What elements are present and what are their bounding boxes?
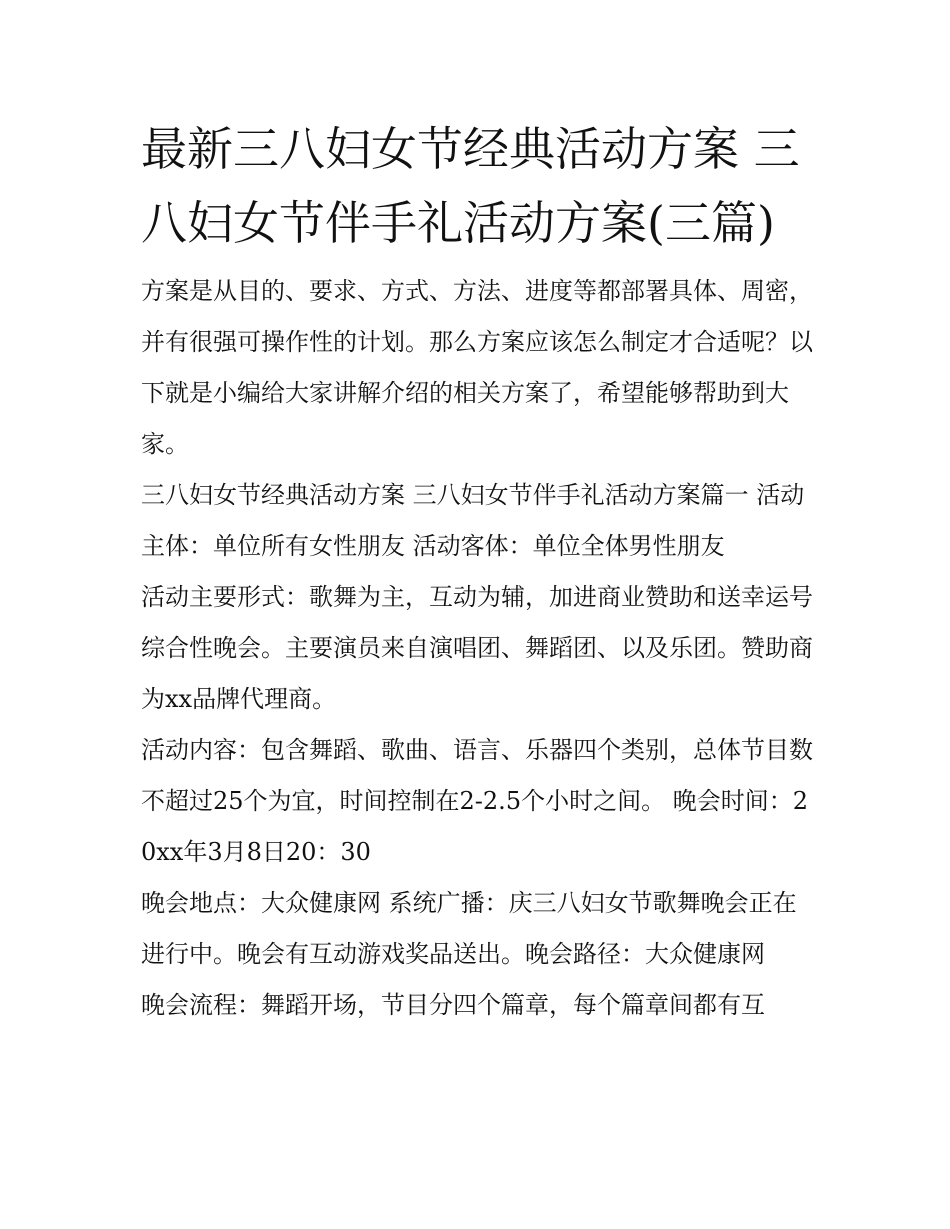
program-flow-paragraph: 晚会流程：舞蹈开场，节目分四个篇章，每个篇章间都有互	[141, 991, 765, 1019]
activity-content-paragraph: 活动内容：包含舞蹈、歌曲、语言、乐器四个类别，总体节目数不超过25个为宜，时间控制在2-2.5个小时之间。 晚会时间：20xx年3月8日20：30	[141, 736, 813, 866]
activity-form-paragraph: 活动主要形式：歌舞为主，互动为辅，加进商业赞助和送幸运号综合性晚会。主要演员来自演唱团、舞蹈团、以及乐团。赞助商为xx品牌代理商。	[141, 583, 813, 713]
activity-subject-paragraph: 三八妇女节经典活动方案 三八妇女节伴手礼活动方案篇一 活动主体：单位所有女性朋友 活动客体：单位全体男性朋友	[141, 481, 805, 560]
venue-paragraph: 晚会地点：大众健康网 系统广播：庆三八妇女节歌舞晚会正在进行中。晚会有互动游戏奖品送出。晚会路径：大众健康网	[141, 889, 797, 968]
document-title: 最新三八妇女节经典活动方案 三八妇女节伴手礼活动方案(三篇)	[141, 122, 800, 250]
intro-paragraph: 方案是从目的、要求、方式、方法、进度等都部署具体、周密，并有很强可操作性的计划。那么方案应该怎么制定才合适呢？以下就是小编给大家讲解介绍的相关方案了，希望能够帮助到大家。	[141, 277, 813, 458]
document-body	[141, 112, 813, 1031]
